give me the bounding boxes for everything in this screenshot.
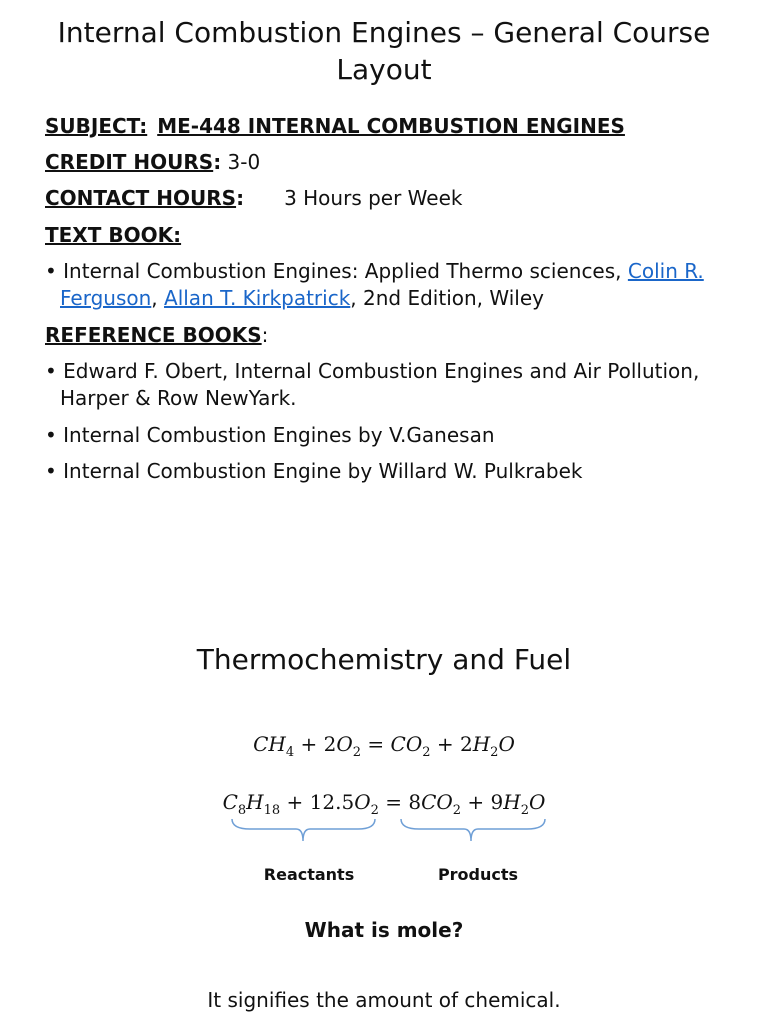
mole-answer: It signifies the amount of chemical. [207, 988, 561, 1012]
contact-hours-line: CONTACT HOURS: 3 Hours per Week [45, 186, 463, 210]
thermochemistry-title: Thermochemistry and Fuel [196, 643, 572, 676]
octane-equation: $C_8H_{18} + 12.5O_2 = 8CO_2 + 9H_2O$ [222, 790, 546, 818]
reference-item-text: Internal Combustion Engine by Willard W. Pulkrabek [63, 459, 583, 483]
credit-hours-label: CREDIT HOURS [45, 150, 214, 174]
textbook-item: • Internal Combustion Engines: Applied Thermo sciences, Colin R. Ferguson, Allan T. Kirkpatrick, 2nd Edition, Wiley [45, 259, 704, 310]
reference-item: • Internal Combustion Engine by Willard W. Pulkrabek [45, 459, 583, 483]
reference-item-text: Edward F. Obert, Internal Combustion Engines and Air Pollution, Harper & Row NewYark. [60, 359, 700, 410]
products-brace [401, 819, 545, 841]
textbook-prefix: Internal Combustion Engines: Applied Thermo sciences, [63, 259, 628, 283]
author-link-kirkpatrick[interactable]: Allan T. Kirkpatrick [164, 286, 351, 310]
reference-label: REFERENCE BOOKS [45, 323, 262, 347]
contact-hours-value: 3 Hours per Week [284, 186, 463, 210]
textbook-separator: , [151, 286, 165, 310]
reactants-label: Reactants [263, 865, 355, 884]
reactants-brace [232, 819, 375, 841]
author-link-ferguson[interactable]: Colin R. Ferguson [60, 259, 704, 310]
textbook-label: TEXT BOOK: [45, 223, 182, 247]
reference-item: • Internal Combustion Engines by V.Ganesan [45, 423, 495, 447]
contact-hours-label: CONTACT HOURS [45, 186, 237, 210]
textbook-heading [45, 222, 181, 248]
subject-value: ME-448 INTERNAL COMBUSTION ENGINES [157, 114, 625, 138]
subject-line [45, 113, 625, 139]
subject-label: SUBJECT: [45, 114, 148, 138]
reference-item-text: Internal Combustion Engines by V.Ganesan [63, 423, 495, 447]
reference-heading: REFERENCE BOOKS: [45, 323, 269, 347]
methane-equation: $CH_4 + 2O_2 = CO_2 + 2H_2O$ [253, 732, 515, 760]
mole-question: What is mole? [304, 918, 464, 942]
course-layout-slide [0, 0, 768, 500]
grouping-braces [0, 813, 768, 853]
products-label: Products [437, 865, 519, 884]
textbook-suffix: , 2nd Edition, Wiley [350, 286, 544, 310]
credit-hours-line: CREDIT HOURS: 3-0 [45, 150, 261, 174]
thermochemistry-slide [0, 620, 768, 1024]
course-layout-title: Internal Combustion Engines – General Course Layout [57, 16, 711, 86]
credit-hours-value: 3-0 [227, 150, 261, 174]
reference-item: • Edward F. Obert, Internal Combustion Engines and Air Pollution, Harper & Row NewYark. [45, 359, 700, 410]
